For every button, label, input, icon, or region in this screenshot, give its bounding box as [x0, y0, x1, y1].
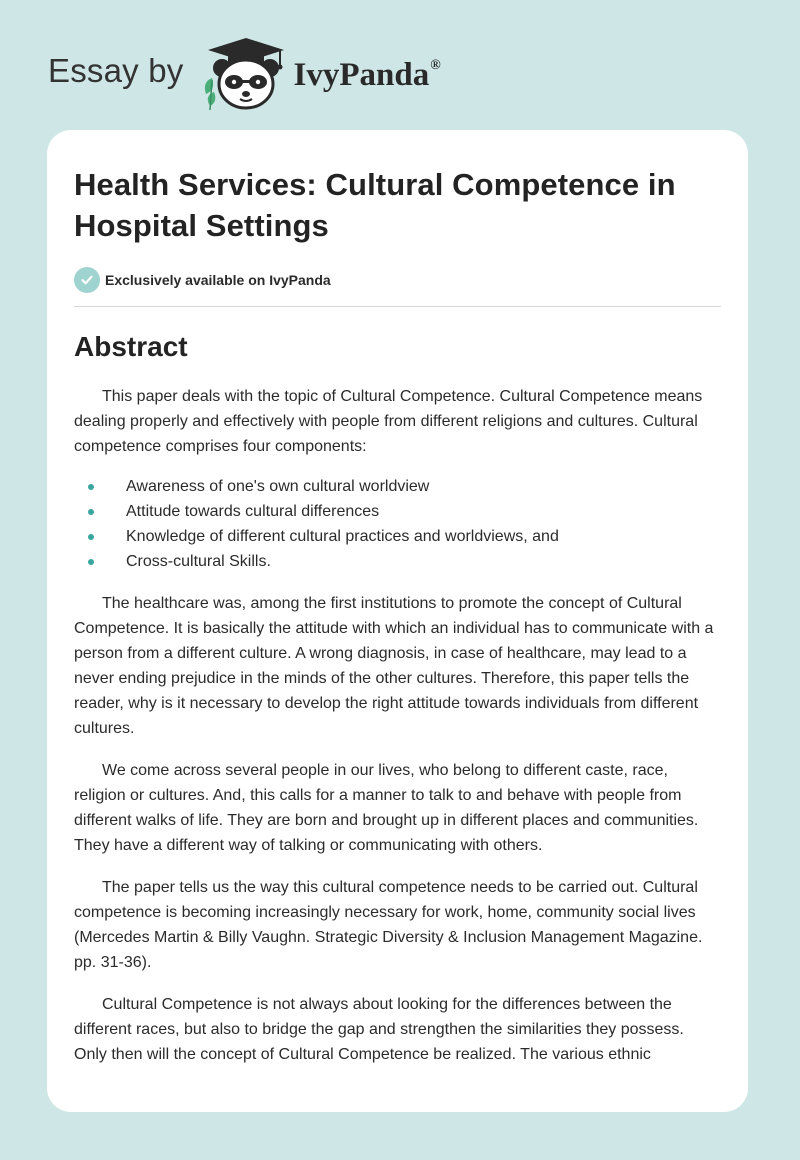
paragraph: The healthcare was, among the first institutions to promote the concept of Cultural Competence. It is basically the attitude with which an individual has to communicate with a person from a different culture. A wrong diagnosis, in case of healthcare, may lead to a never ending prejudice in the minds of the other cultures. Therefore, this paper tells the reader, why is it necessary to develop the right attitude towards individuals from different cultures. — [74, 595, 714, 737]
registered-mark: ® — [430, 57, 441, 73]
essay-card — [47, 130, 748, 1112]
bullet-dot-icon — [88, 484, 94, 490]
bullet-dot-icon — [88, 509, 94, 515]
brand-prefix: Essay by — [48, 52, 184, 89]
list-item — [74, 549, 721, 574]
check-icon — [74, 267, 100, 293]
paragraph: We come across several people in our lives, who belong to different caste, race, religion or cultures. And, this calls for a manner to talk to and behave with people from different walks of life. They are born and brought up in different places and communities. They have a different way of talking or communicating with others. — [74, 762, 699, 854]
section-heading: Abstract — [74, 331, 188, 362]
components-list — [74, 474, 721, 574]
list-item — [74, 474, 721, 499]
list-item-text: Awareness of one's own cultural worldview — [126, 478, 430, 495]
bullet-dot-icon — [88, 534, 94, 540]
panda-logo-icon — [200, 36, 292, 112]
list-item — [74, 524, 721, 549]
divider — [74, 306, 721, 307]
bullet-dot-icon — [88, 559, 94, 565]
paragraph: Cultural Competence is not always about looking for the differences between the different races, but also to bridge the gap and strengthen the similarities they possess. Only then will the concept of Cultural Competence be realized. The various ethnic — [74, 996, 684, 1063]
list-item — [74, 499, 721, 524]
brand-header[interactable] — [48, 34, 441, 114]
page-title: Health Services: Cultural Competence in Hospital Settings — [74, 167, 676, 243]
exclusive-label: Exclusively available on IvyPanda — [105, 272, 331, 288]
exclusive-badge — [74, 267, 721, 293]
list-item-text: Attitude towards cultural differences — [126, 503, 380, 520]
list-item-text: Knowledge of different cultural practices and worldviews, and — [126, 528, 559, 545]
list-item-text: Cross-cultural Skills. — [126, 553, 271, 570]
brand-name: IvyPanda® — [293, 56, 441, 93]
paragraph: This paper deals with the topic of Cultural Competence. Cultural Competence means dealing properly and effectively with people from different religions and cultures. Cultural competence comprises four components: — [74, 388, 703, 455]
paragraph: The paper tells us the way this cultural competence needs to be carried out. Cultural competence is becoming increasingly necessary for work, home, community social lives (Mercedes Martin & Billy Vaughn. Strategic Diversity & Inclusion Management Magazine. pp. 31-36). — [74, 879, 703, 971]
